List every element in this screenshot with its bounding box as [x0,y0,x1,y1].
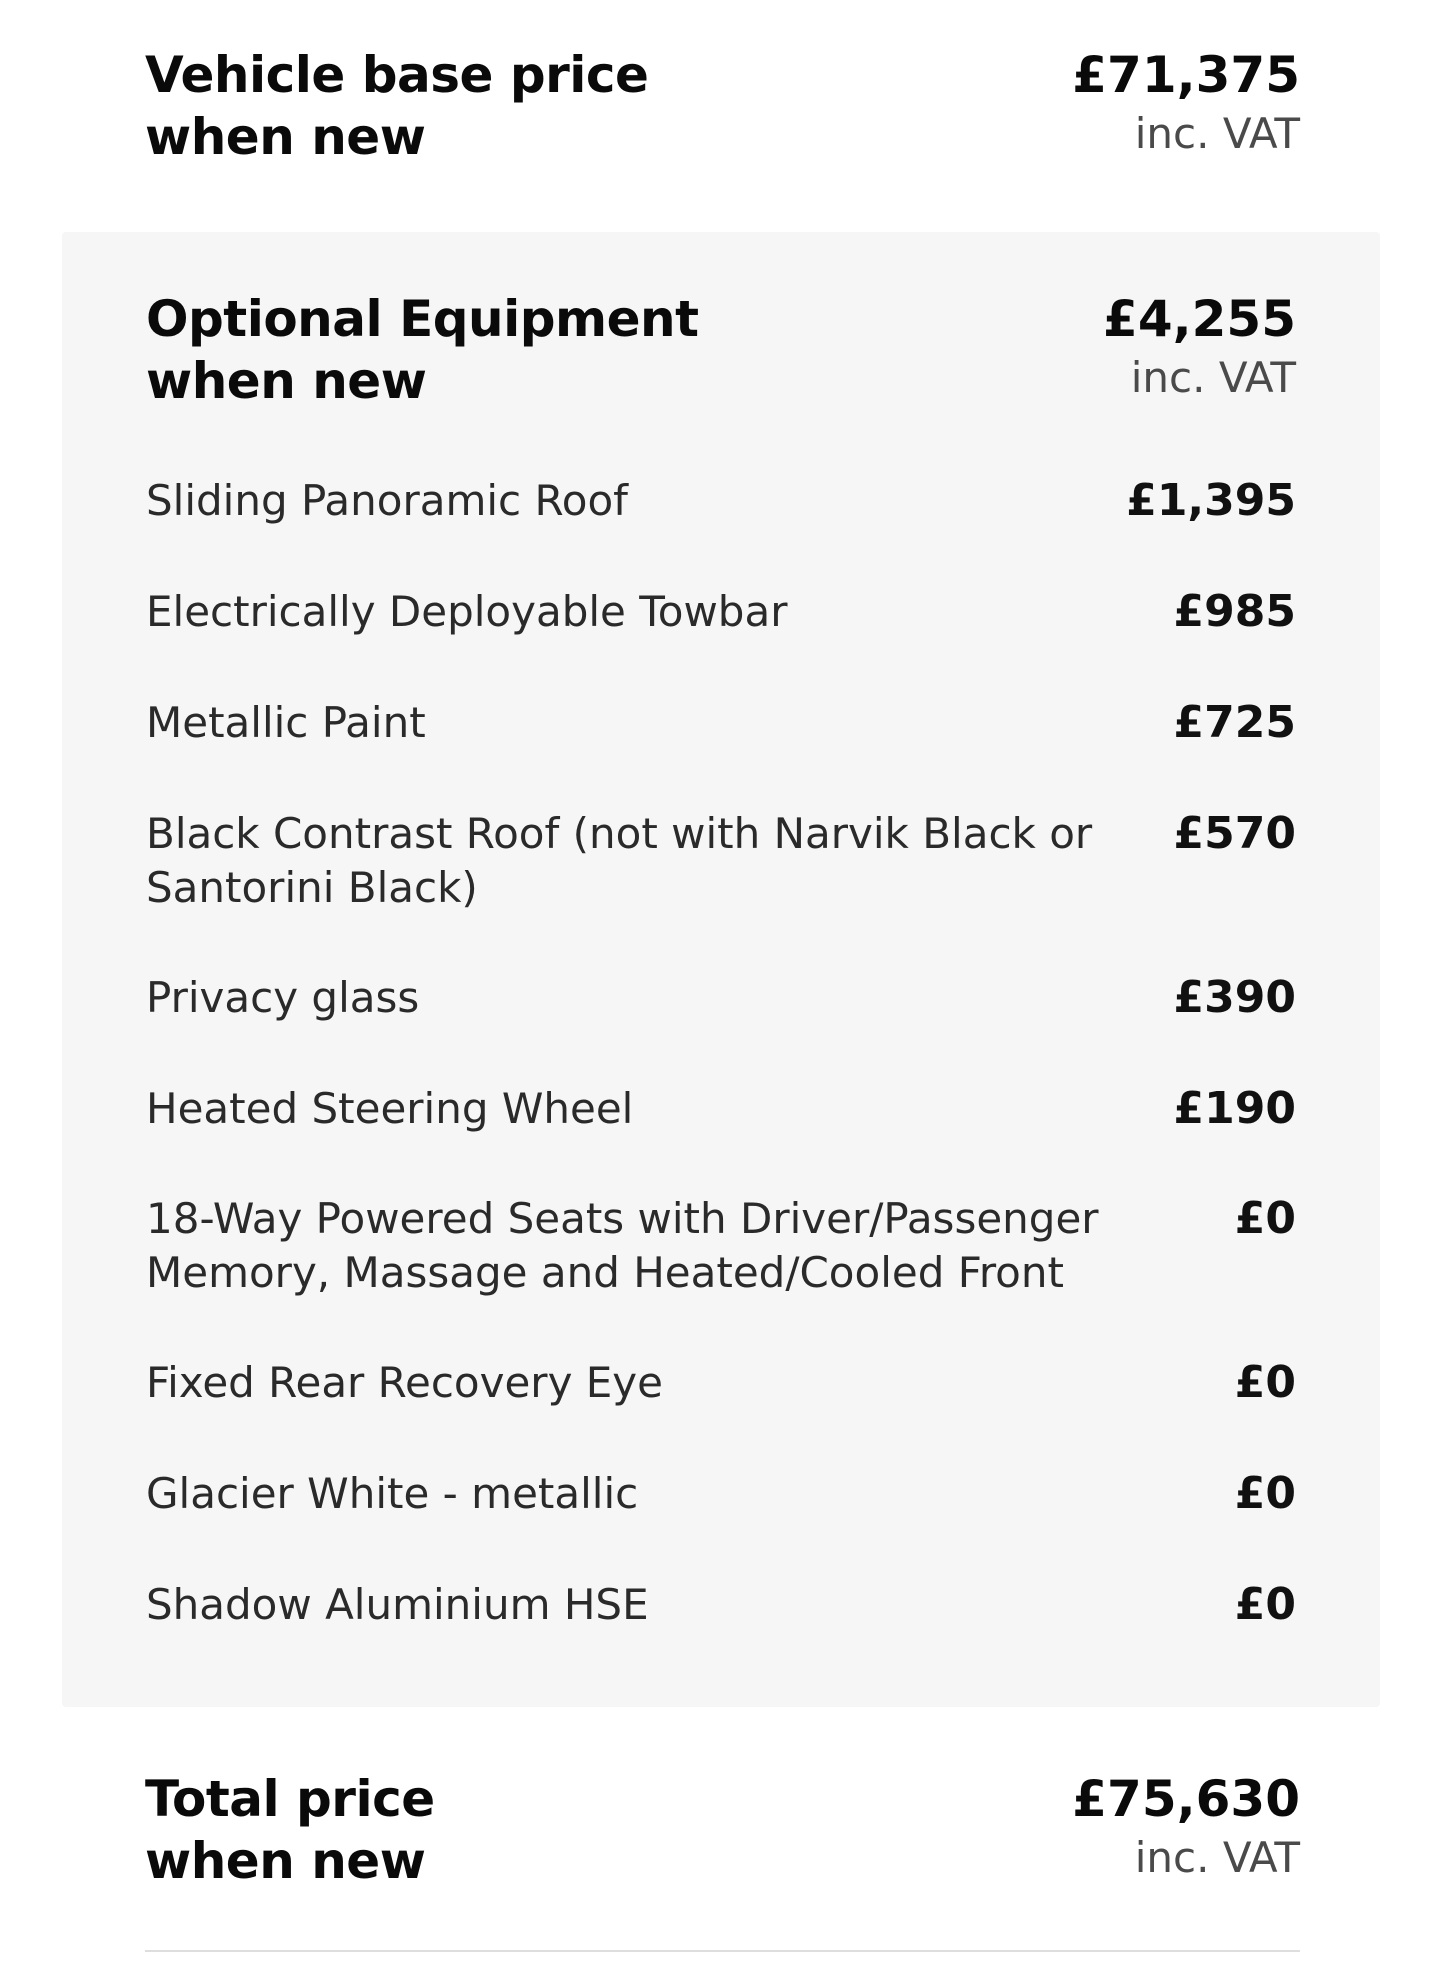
optional-equipment-panel [62,232,1380,1707]
equipment-item-powered-seats [146,1192,1296,1300]
total-price-vat: inc. VAT [1134,1833,1300,1882]
equipment-item-price: £985 [1173,586,1296,637]
equipment-item-price: £0 [1234,1468,1296,1519]
equipment-item-price: £1,395 [1126,475,1296,526]
equipment-item-label: 18-Way Powered Seats with Driver/Passenger Memory, Massage and Heated/Cooled Front [146,1194,1099,1297]
optional-equipment-vat: inc. VAT [1130,353,1296,402]
optional-equipment-title [146,288,699,412]
equipment-item-glacier-white [146,1467,1296,1521]
total-price-title-line1: Total price [145,1770,435,1828]
equipment-item-recovery-eye [146,1356,1296,1410]
equipment-item-label: Shadow Aluminium HSE [146,1580,649,1629]
divider [145,1950,1300,1952]
equipment-item-black-contrast-roof [146,807,1296,915]
total-price-amount: £75,630 [1072,1770,1300,1828]
total-price-block [145,1768,1300,1892]
equipment-item-price: £570 [1173,808,1296,859]
equipment-item-label: Glacier White - metallic [146,1469,639,1518]
equipment-item-label: Fixed Rear Recovery Eye [146,1358,664,1407]
optional-equipment-header [146,288,1296,412]
equipment-item-sliding-panoramic-roof [146,474,1296,528]
optional-equipment-title-line2: when new [146,352,427,410]
base-price-title-line1: Vehicle base price [145,46,649,104]
base-price-title [145,44,648,168]
base-price-block [145,44,1300,168]
optional-equipment-amount: £4,255 [1103,290,1296,348]
total-price-title-line2: when new [145,1832,426,1890]
equipment-item-price: £725 [1173,697,1296,748]
equipment-item-label: Metallic Paint [146,698,426,747]
optional-equipment-value [1103,288,1296,406]
equipment-item-price: £0 [1234,1357,1296,1408]
base-price-value [1072,44,1300,162]
equipment-item-heated-steering-wheel [146,1082,1296,1136]
base-price-amount: £71,375 [1072,46,1300,104]
equipment-item-label: Heated Steering Wheel [146,1084,634,1133]
optional-equipment-title-line1: Optional Equipment [146,290,699,348]
equipment-item-label: Privacy glass [146,973,420,1022]
equipment-item-price: £390 [1173,972,1296,1023]
equipment-item-shadow-aluminium [146,1578,1296,1632]
equipment-item-label: Electrically Deployable Towbar [146,587,788,636]
total-price-title [145,1768,435,1892]
total-price-value [1072,1768,1300,1886]
equipment-item-privacy-glass [146,971,1296,1025]
equipment-item-label: Sliding Panoramic Roof [146,476,628,525]
equipment-item-price: £0 [1234,1579,1296,1630]
equipment-item-metallic-paint [146,696,1296,750]
base-price-vat: inc. VAT [1134,109,1300,158]
equipment-item-price: £190 [1173,1083,1296,1134]
base-price-title-line2: when new [145,108,426,166]
equipment-item-towbar [146,585,1296,639]
equipment-item-price: £0 [1234,1193,1296,1244]
equipment-item-label: Black Contrast Roof (not with Narvik Black or Santorini Black) [146,809,1093,912]
